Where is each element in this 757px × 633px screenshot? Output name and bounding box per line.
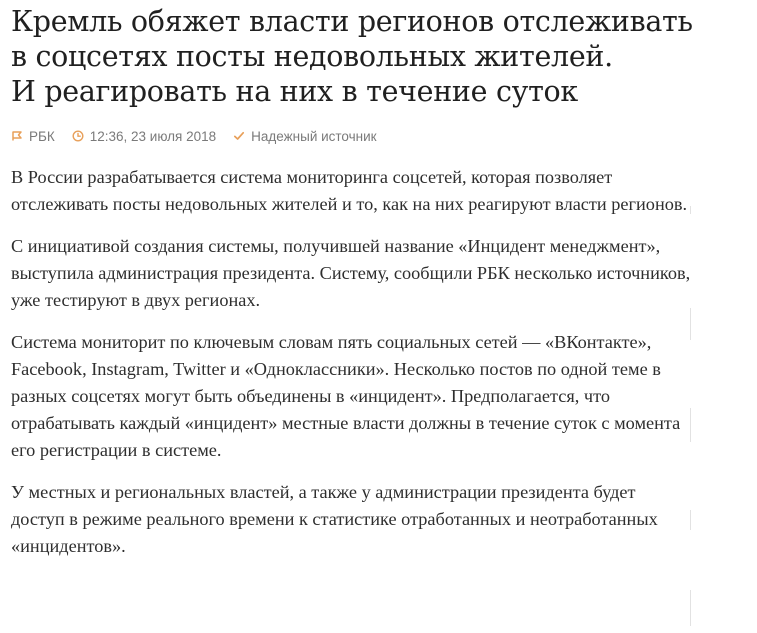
clock-icon — [72, 130, 84, 142]
source-flag-icon — [11, 130, 23, 142]
article-paragraph: У местных и региональных властей, а также у администрации президента будет доступ в режиме реального времени к статистике отработанных и неотработанных «инцидентов». — [11, 482, 658, 556]
headline-line: в соцсетях посты недовольных жителей. — [11, 40, 613, 73]
checkmark-icon — [233, 130, 245, 142]
article-paragraph: С инициативой создания системы, получившей название «Инцидент менеджмент», выступила администрация президента. Систему, сообщили РБК несколько источников, уже тестируют в двух регионах. — [11, 236, 691, 310]
headline-line: И реагировать на них в течение суток — [11, 75, 578, 108]
datetime-text: 12:36, 23 июля 2018 — [89, 128, 217, 144]
meta-datetime — [72, 129, 216, 144]
credibility-text: Надежный источник — [251, 128, 377, 144]
meta-credibility — [233, 129, 376, 144]
sidebar-divider — [690, 170, 692, 630]
article-headline — [11, 4, 751, 109]
article-meta — [11, 126, 751, 146]
article-paragraph: Система мониторит по ключевым словам пять социальных сетей — «ВКонтакте», Facebook, Instagram, Twitter и «Одноклассники». Несколько постов по одной теме в разных соцсетях могут быть объединены в «инцидент». Предполагается, что отрабатывать каждый «инцидент» местные власти должны в течение суток с момента его регистрации в системе. — [11, 332, 681, 460]
headline-line: Кремль обяжет власти регионов отслеживать — [11, 5, 693, 38]
article-body — [11, 164, 751, 560]
article — [11, 4, 751, 575]
article-paragraph: В России разрабатывается система мониторинга соцсетей, которая позволяет отслеживать посты недовольных жителей и то, как на них реагируют власти регионов. — [11, 167, 688, 214]
source-link[interactable]: РБК — [29, 128, 55, 144]
meta-source[interactable] — [11, 129, 55, 144]
